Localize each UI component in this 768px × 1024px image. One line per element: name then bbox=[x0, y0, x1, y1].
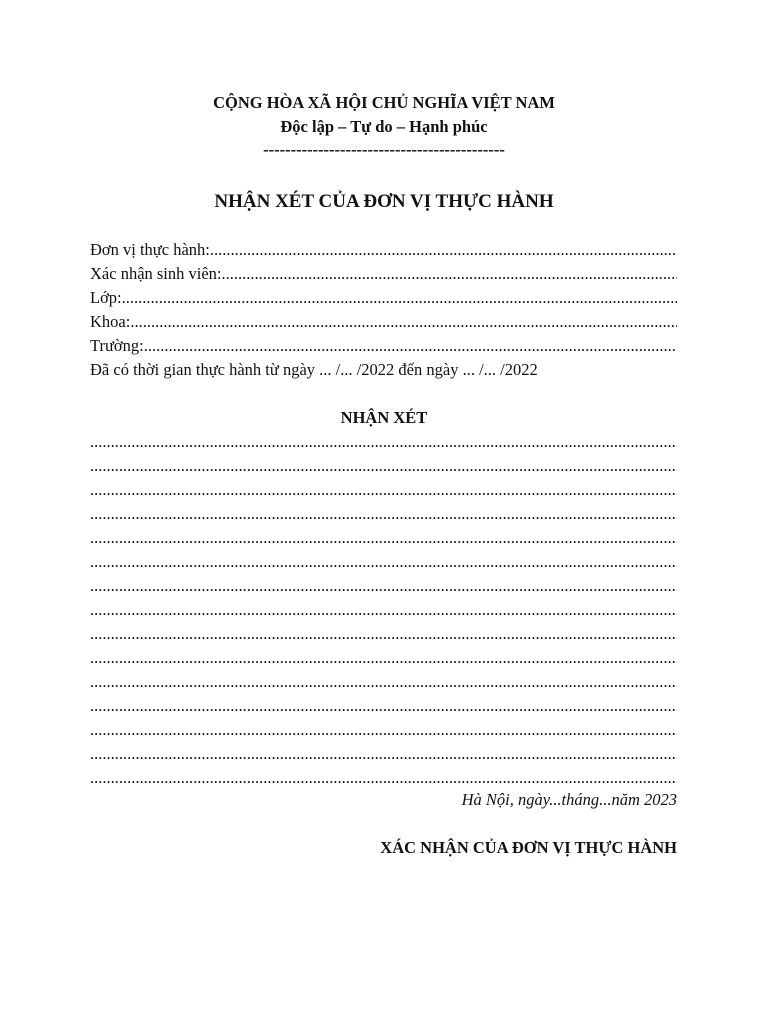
comment-line[interactable] bbox=[90, 526, 677, 550]
field-dotted-line[interactable] bbox=[130, 310, 677, 334]
comment-line[interactable] bbox=[90, 430, 677, 454]
comment-dotted-line bbox=[90, 670, 677, 694]
country-heading: CỘNG HÒA XÃ HỘI CHỦ NGHĨA VIỆT NAM bbox=[213, 93, 555, 112]
comments-heading: NHẬN XÉT bbox=[340, 408, 428, 427]
comment-line[interactable] bbox=[90, 718, 677, 742]
comment-dotted-line bbox=[90, 766, 677, 790]
comment-line[interactable] bbox=[90, 670, 677, 694]
field-dotted-line[interactable] bbox=[222, 262, 677, 286]
field-label: Trường: bbox=[90, 336, 144, 355]
comment-dotted-line bbox=[90, 646, 677, 670]
comment-dotted-line bbox=[90, 598, 677, 622]
comment-line[interactable] bbox=[90, 454, 677, 478]
date-line: Hà Nội, ngày...tháng...năm 2023 bbox=[461, 790, 677, 809]
signature-heading: XÁC NHẬN CỦA ĐƠN VỊ THỰC HÀNH bbox=[380, 838, 677, 857]
comment-line[interactable] bbox=[90, 694, 677, 718]
comment-dotted-line bbox=[90, 502, 677, 526]
field-label: Xác nhận sinh viên: bbox=[90, 264, 222, 283]
field-dotted-line[interactable] bbox=[210, 238, 677, 262]
field-row[interactable] bbox=[90, 238, 677, 262]
comment-line[interactable] bbox=[90, 766, 677, 790]
comment-line[interactable] bbox=[90, 742, 677, 766]
comment-line[interactable] bbox=[90, 574, 677, 598]
comment-dotted-line bbox=[90, 574, 677, 598]
comment-dotted-line bbox=[90, 478, 677, 502]
comment-dotted-line bbox=[90, 622, 677, 646]
field-row[interactable] bbox=[90, 286, 677, 310]
document-title: NHẬN XÉT CỦA ĐƠN VỊ THỰC HÀNH bbox=[214, 191, 554, 212]
comment-line[interactable] bbox=[90, 478, 677, 502]
practice-period: Đã có thời gian thực hành từ ngày ... /... /2022 đến ngày ... /... /2022 bbox=[90, 360, 538, 379]
field-label: Đơn vị thực hành: bbox=[90, 240, 210, 259]
comment-dotted-line bbox=[90, 526, 677, 550]
comment-dotted-line bbox=[90, 454, 677, 478]
comment-dotted-line bbox=[90, 718, 677, 742]
field-dotted-line[interactable] bbox=[144, 334, 677, 358]
field-label: Khoa: bbox=[90, 312, 131, 331]
comment-line[interactable] bbox=[90, 646, 677, 670]
comment-line[interactable] bbox=[90, 622, 677, 646]
field-row[interactable] bbox=[90, 262, 677, 286]
field-dotted-line[interactable] bbox=[122, 286, 677, 310]
comment-line[interactable] bbox=[90, 502, 677, 526]
comment-dotted-line bbox=[90, 430, 677, 454]
comment-dotted-line bbox=[90, 550, 677, 574]
separator: -------------------------------------------- bbox=[263, 140, 505, 159]
field-label: Lớp: bbox=[90, 288, 122, 307]
comment-line[interactable] bbox=[90, 550, 677, 574]
comment-line[interactable] bbox=[90, 598, 677, 622]
comment-dotted-line bbox=[90, 742, 677, 766]
comment-dotted-line bbox=[90, 694, 677, 718]
motto: Độc lập – Tự do – Hạnh phúc bbox=[280, 117, 488, 136]
field-row[interactable] bbox=[90, 334, 677, 358]
field-row[interactable] bbox=[90, 310, 677, 334]
